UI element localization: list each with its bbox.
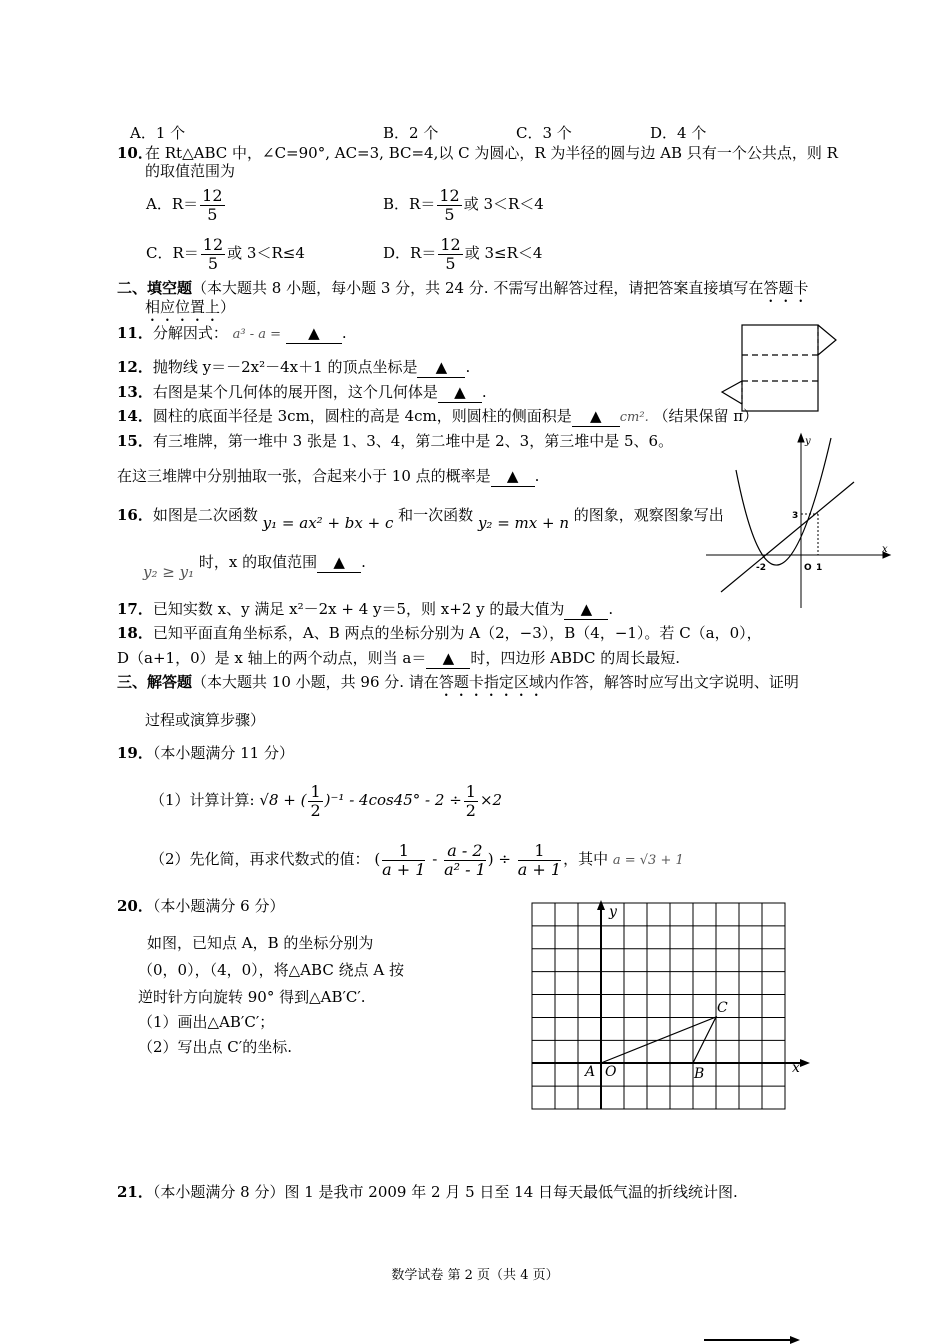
q15: 15．有三堆牌，第一堆中 3 张是 1、3、4，第二堆中是 2、3，第三堆中是 5、6。 xyxy=(117,432,674,450)
coordinate-grid xyxy=(530,900,820,1112)
q10-number: 10． xyxy=(117,144,153,162)
function-graph xyxy=(706,430,892,610)
q19: 19．（本小题满分 11 分） xyxy=(117,744,294,762)
q10-line1: 在 Rt△ABC 中，∠C=90°, AC=3, BC=4,以 C 为圆心，R 为半径的圆与边 AB 只有一个公共点，则 R xyxy=(145,144,838,162)
q13: 13．右图是某个几何体的展开图，这个几何体是 ▲ . xyxy=(117,383,487,401)
grid-x-label: x xyxy=(792,1060,800,1076)
grid-point-c: C xyxy=(717,1000,728,1016)
graph-tick-3: 3 xyxy=(792,511,799,521)
q20-line2: （0，0），（4，0），将△ABC 绕点 A 按 xyxy=(138,961,404,979)
q12: 12．抛物线 y＝－2x²－4x＋1 的顶点坐标是 ▲ . xyxy=(117,358,471,376)
q16: 16．如图是二次函数 y₁ = ax² + bx + c 和一次函数 y₂ = mx + n 的图象，观察图象写出 xyxy=(117,506,724,532)
q18: 18．已知平面直角坐标系，A、B 两点的坐标分别为 A（2，−3），B（4，−1）。若 C（a，0）， xyxy=(117,624,762,642)
graph-y-label: y xyxy=(805,436,811,447)
q10-option-a: A．R＝ $\frac{12}{5}$ xyxy=(146,185,223,224)
graph-x-label: x xyxy=(882,544,888,555)
grid-point-b: B xyxy=(694,1066,705,1082)
section3-header: 三、解答题（本大题共 10 小题，共 96 分. 请在答题卡指定区域内作答，解答时应写出文字说明、证明 xyxy=(117,673,799,691)
page-footer: 数学试卷 第 2 页（共 4 页） xyxy=(391,1268,559,1283)
graph-tick-neg2: -2 xyxy=(756,563,766,573)
q10-option-d: D．R＝ $\frac{12}{5}$ 或 3≤R＜4 xyxy=(383,234,543,273)
q10-line2: 的取值范围为 xyxy=(145,162,236,180)
solid-net-figure xyxy=(718,322,844,414)
q17: 17．已知实数 x、y 满足 x²－2x + 4 y＝5，则 x+2 y 的最大值为 ▲ . xyxy=(117,600,614,618)
q20-line5: （2）写出点 C′的坐标. xyxy=(138,1038,292,1056)
section3-header-line2: 过程或演算步骤） xyxy=(145,711,266,729)
q20-line4: （1）画出△AB′C′； xyxy=(138,1013,275,1031)
grid-point-a: A xyxy=(585,1064,596,1080)
q9-option-a: A．1 个 xyxy=(130,124,186,142)
section2-header-line2: 相应位置上） xyxy=(145,298,236,316)
section2-header: 二、填空题（本大题共 8 小题，每小题 3 分，共 24 分. 不需写出解答过程，请把答案直接填写在答题卡 xyxy=(117,279,809,297)
q9-option-b: B．2 个 xyxy=(383,124,439,142)
q10-option-c: C．R＝ $\frac{12}{5}$ 或 3＜R≤4 xyxy=(146,234,305,273)
q19-part1: （1）计算计算: √8 + ( $\frac{1}{2}$ )⁻¹ - 4cos45° - 2 ÷ $\frac{1}{2}$ ×2 xyxy=(150,781,503,820)
graph-tick-1: 1 xyxy=(816,563,823,573)
q15-line2: 在这三堆牌中分别抽取一张，合起来小于 10 点的概率是 ▲ . xyxy=(117,467,540,485)
grid-y-label: y xyxy=(609,904,617,920)
q11: 11．分解因式： a³ - a = ▲ . xyxy=(117,324,347,342)
bottom-arrow xyxy=(704,1334,804,1344)
grid-origin: O xyxy=(605,1064,617,1080)
q20: 20．（本小题满分 6 分） xyxy=(117,897,285,915)
q20-line3: 逆时针方向旋转 90° 得到△AB′C′. xyxy=(138,988,366,1006)
q9-option-c: C．3 个 xyxy=(516,124,572,142)
graph-origin: O xyxy=(804,563,812,573)
q21: 21．（本小题满分 8 分）图 1 是我市 2009 年 2 月 5 日至 14 日每天最低气温的折线统计图. xyxy=(117,1183,738,1201)
q19-part2: （2）先化简，再求代数式的值： ( $\frac{1}{a + 1}$ - $\frac{a - 2}{\text{a² - 1}}$ ) ÷ $\frac{1}{a + 1}$ ，其中 a = √3 + 1 xyxy=(150,840,684,879)
q20-line1: 如图，已知点 A，B 的坐标分别为 xyxy=(147,934,374,952)
q9-option-d: D．4 个 xyxy=(650,124,707,142)
q10-option-b: B．R＝ $\frac{12}{5}$ 或 3＜R＜4 xyxy=(383,185,544,224)
q18-line2: D（a+1，0）是 x 轴上的两个动点，则当 a＝ ▲ 时，四边形 ABDC 的周长最短. xyxy=(117,649,681,667)
q14: 14．圆柱的底面半径是 3cm，圆柱的高是 4cm，则圆柱的侧面积是 ▲ cm². （结果保留 π） xyxy=(117,407,759,425)
q16-line2: y₂ ≥ y₁ 时，x 的取值范围 ▲ . xyxy=(143,553,366,581)
